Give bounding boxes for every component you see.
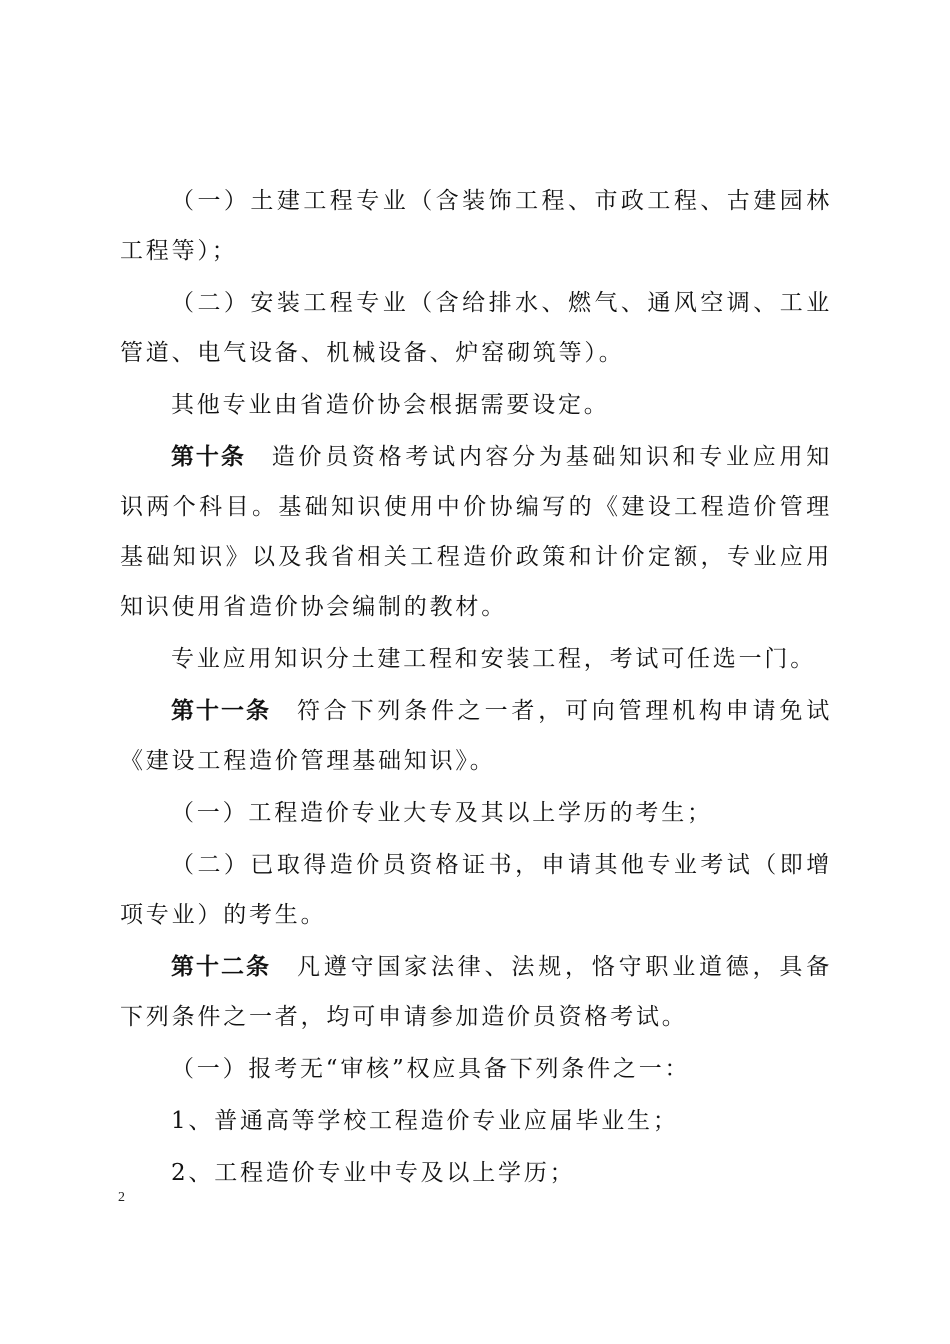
paragraph-article-10 <box>120 432 832 632</box>
paragraph-other-specialties <box>120 380 832 430</box>
paragraph-exemption-condition-1 <box>120 788 832 838</box>
paragraph-professional-knowledge <box>120 634 832 684</box>
paragraph-requirement-2 <box>120 1148 832 1198</box>
paragraph-text: 其他专业由省造价协会根据需要设定。 <box>171 392 610 418</box>
article-heading: 第十一条 <box>171 698 271 724</box>
paragraph-requirement-1 <box>120 1096 832 1146</box>
paragraph-installation-engineering-specialty <box>120 278 832 378</box>
paragraph-exemption-condition-2 <box>120 840 832 940</box>
paragraph-text: 2、工程造价专业中专及以上学历； <box>171 1160 576 1186</box>
paragraph-text: 1、普通高等学校工程造价专业应届毕业生； <box>171 1108 679 1134</box>
paragraph-text: （一）工程造价专业大专及其以上学历的考生； <box>171 800 713 826</box>
document-body <box>120 176 832 1200</box>
paragraph-no-audit-requirements <box>120 1044 832 1094</box>
paragraph-article-11 <box>120 686 832 786</box>
article-heading: 第十条 <box>171 444 246 470</box>
paragraph-text: （二）安装工程专业（含给排水、燃气、通风空调、工业管道、电气设备、机械设备、炉窑砌筑等）。 <box>120 290 832 366</box>
paragraph-text: （一）报考无“审核”权应具备下列条件之一： <box>171 1056 691 1082</box>
paragraph-text: 造价员资格考试内容分为基础知识和专业应用知识两个科目。基础知识使用中价协编写的《建设工程造价管理基础知识》以及我省相关工程造价政策和计价定额，专业应用知识使用省造价协会编制的教材。 <box>120 444 832 620</box>
article-heading: 第十二条 <box>171 954 271 980</box>
paragraph-text: 凡遵守国家法律、法规，恪守职业道德，具备下列条件之一者，均可申请参加造价员资格考试。 <box>120 954 832 1030</box>
paragraph-text: 符合下列条件之一者，可向管理机构申请免试《建设工程造价管理基础知识》。 <box>120 698 832 774</box>
paragraph-civil-engineering-specialty <box>120 176 832 276</box>
paragraph-text: （一）土建工程专业（含装饰工程、市政工程、古建园林工程等）； <box>120 188 832 264</box>
paragraph-text: （二）已取得造价员资格证书，申请其他专业考试（即增项专业）的考生。 <box>120 852 832 928</box>
page-number: 2 <box>118 1190 125 1205</box>
paragraph-text: 专业应用知识分土建工程和安装工程，考试可任选一门。 <box>171 646 816 672</box>
paragraph-article-12 <box>120 942 832 1042</box>
